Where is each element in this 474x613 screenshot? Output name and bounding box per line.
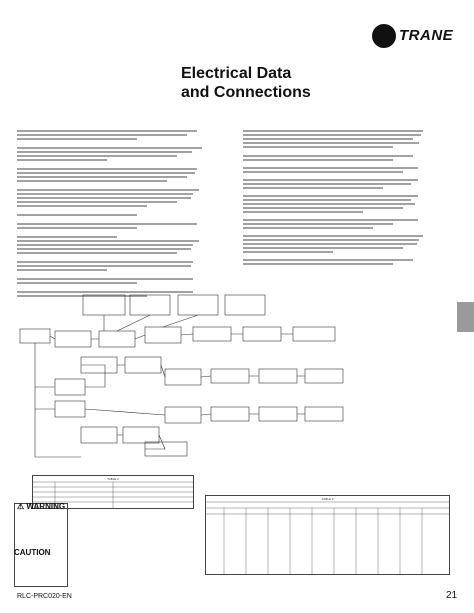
left-notes	[17, 128, 217, 299]
table-2-title: TABLE 2	[107, 477, 119, 481]
page-number: 21	[446, 590, 458, 601]
brand-name: TRANE	[399, 27, 454, 44]
section-tab	[457, 302, 474, 332]
table-3-grid	[206, 496, 449, 574]
wiring-diagram	[15, 287, 395, 477]
warning-box	[14, 503, 68, 587]
right-notes	[243, 128, 443, 267]
title-line-1: Electrical Data	[181, 65, 292, 82]
logo-disc	[372, 24, 396, 48]
title-line-2: and Connections	[181, 84, 311, 101]
warning-heading-text: WARNING	[26, 502, 66, 511]
warning-heading: ⚠ WARNING	[17, 502, 66, 511]
doc-code: RLC-PRC020-EN	[17, 593, 72, 600]
trane-logo	[372, 24, 458, 48]
table-3	[205, 495, 450, 575]
page-title	[181, 64, 311, 102]
caution-heading: CAUTION	[14, 548, 51, 557]
table-3-title: TABLE 3	[321, 497, 334, 501]
